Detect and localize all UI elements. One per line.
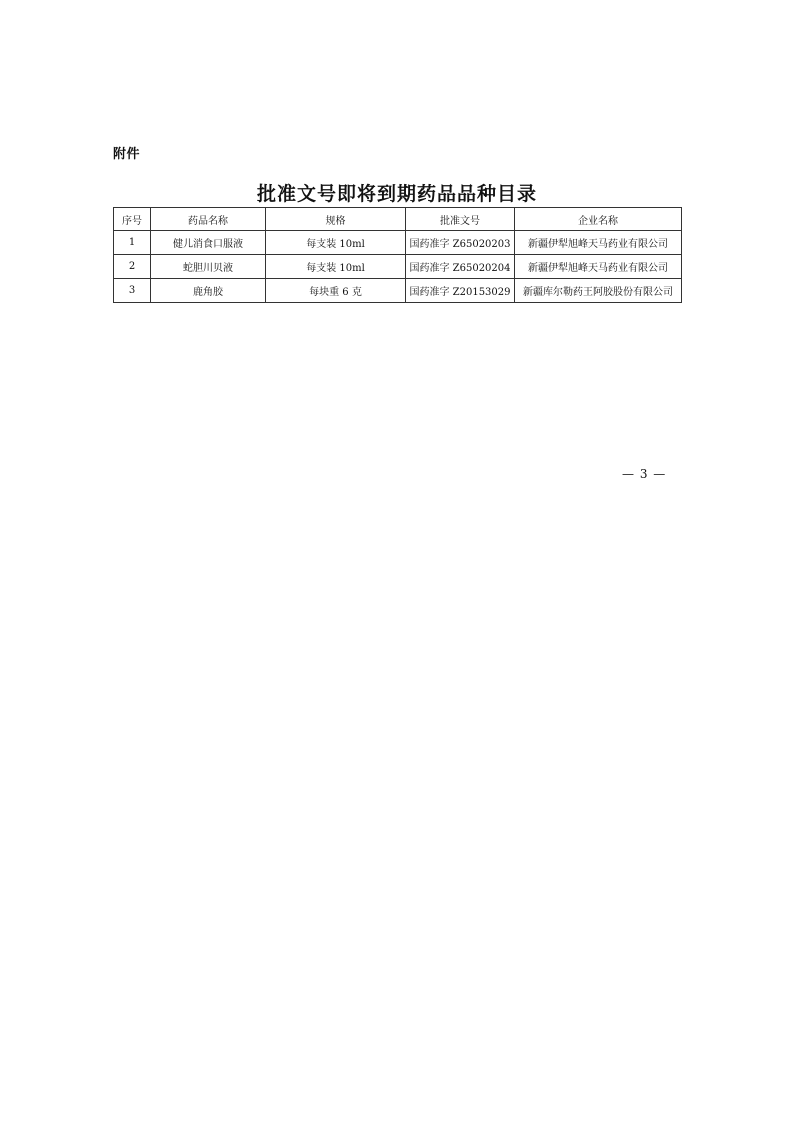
header-serial-number: 序号	[114, 208, 151, 231]
header-approval-number: 批准文号	[406, 208, 515, 231]
cell-serial-number: 3	[114, 279, 151, 303]
table-row	[114, 279, 682, 303]
cell-specification: 每支装 10ml	[266, 255, 406, 279]
cell-company-name: 新疆库尔勒药王阿胶股份有限公司	[515, 279, 682, 303]
header-company-name: 企业名称	[515, 208, 682, 231]
cell-specification: 每块重 6 克	[266, 279, 406, 303]
table-row	[114, 255, 682, 279]
table-row	[114, 231, 682, 255]
cell-company-name: 新疆伊犁旭峰天马药业有限公司	[515, 255, 682, 279]
drug-catalog-table	[113, 207, 682, 303]
table-header-row	[114, 208, 682, 231]
cell-drug-name: 鹿角胶	[151, 279, 266, 303]
cell-company-name: 新疆伊犁旭峰天马药业有限公司	[515, 231, 682, 255]
cell-serial-number: 1	[114, 231, 151, 255]
attachment-label: 附件	[113, 147, 141, 162]
document-title: 批准文号即将到期药品品种目录	[256, 183, 537, 205]
header-specification: 规格	[266, 208, 406, 231]
page-number: — 3 —	[622, 467, 667, 481]
cell-specification: 每支装 10ml	[266, 231, 406, 255]
cell-serial-number: 2	[114, 255, 151, 279]
cell-approval-number: 国药准字 Z20153029	[406, 279, 515, 303]
cell-approval-number: 国药准字 Z65020204	[406, 255, 515, 279]
cell-drug-name: 健儿消食口服液	[151, 231, 266, 255]
header-drug-name: 药品名称	[151, 208, 266, 231]
cell-approval-number: 国药准字 Z65020203	[406, 231, 515, 255]
cell-drug-name: 蛇胆川贝液	[151, 255, 266, 279]
